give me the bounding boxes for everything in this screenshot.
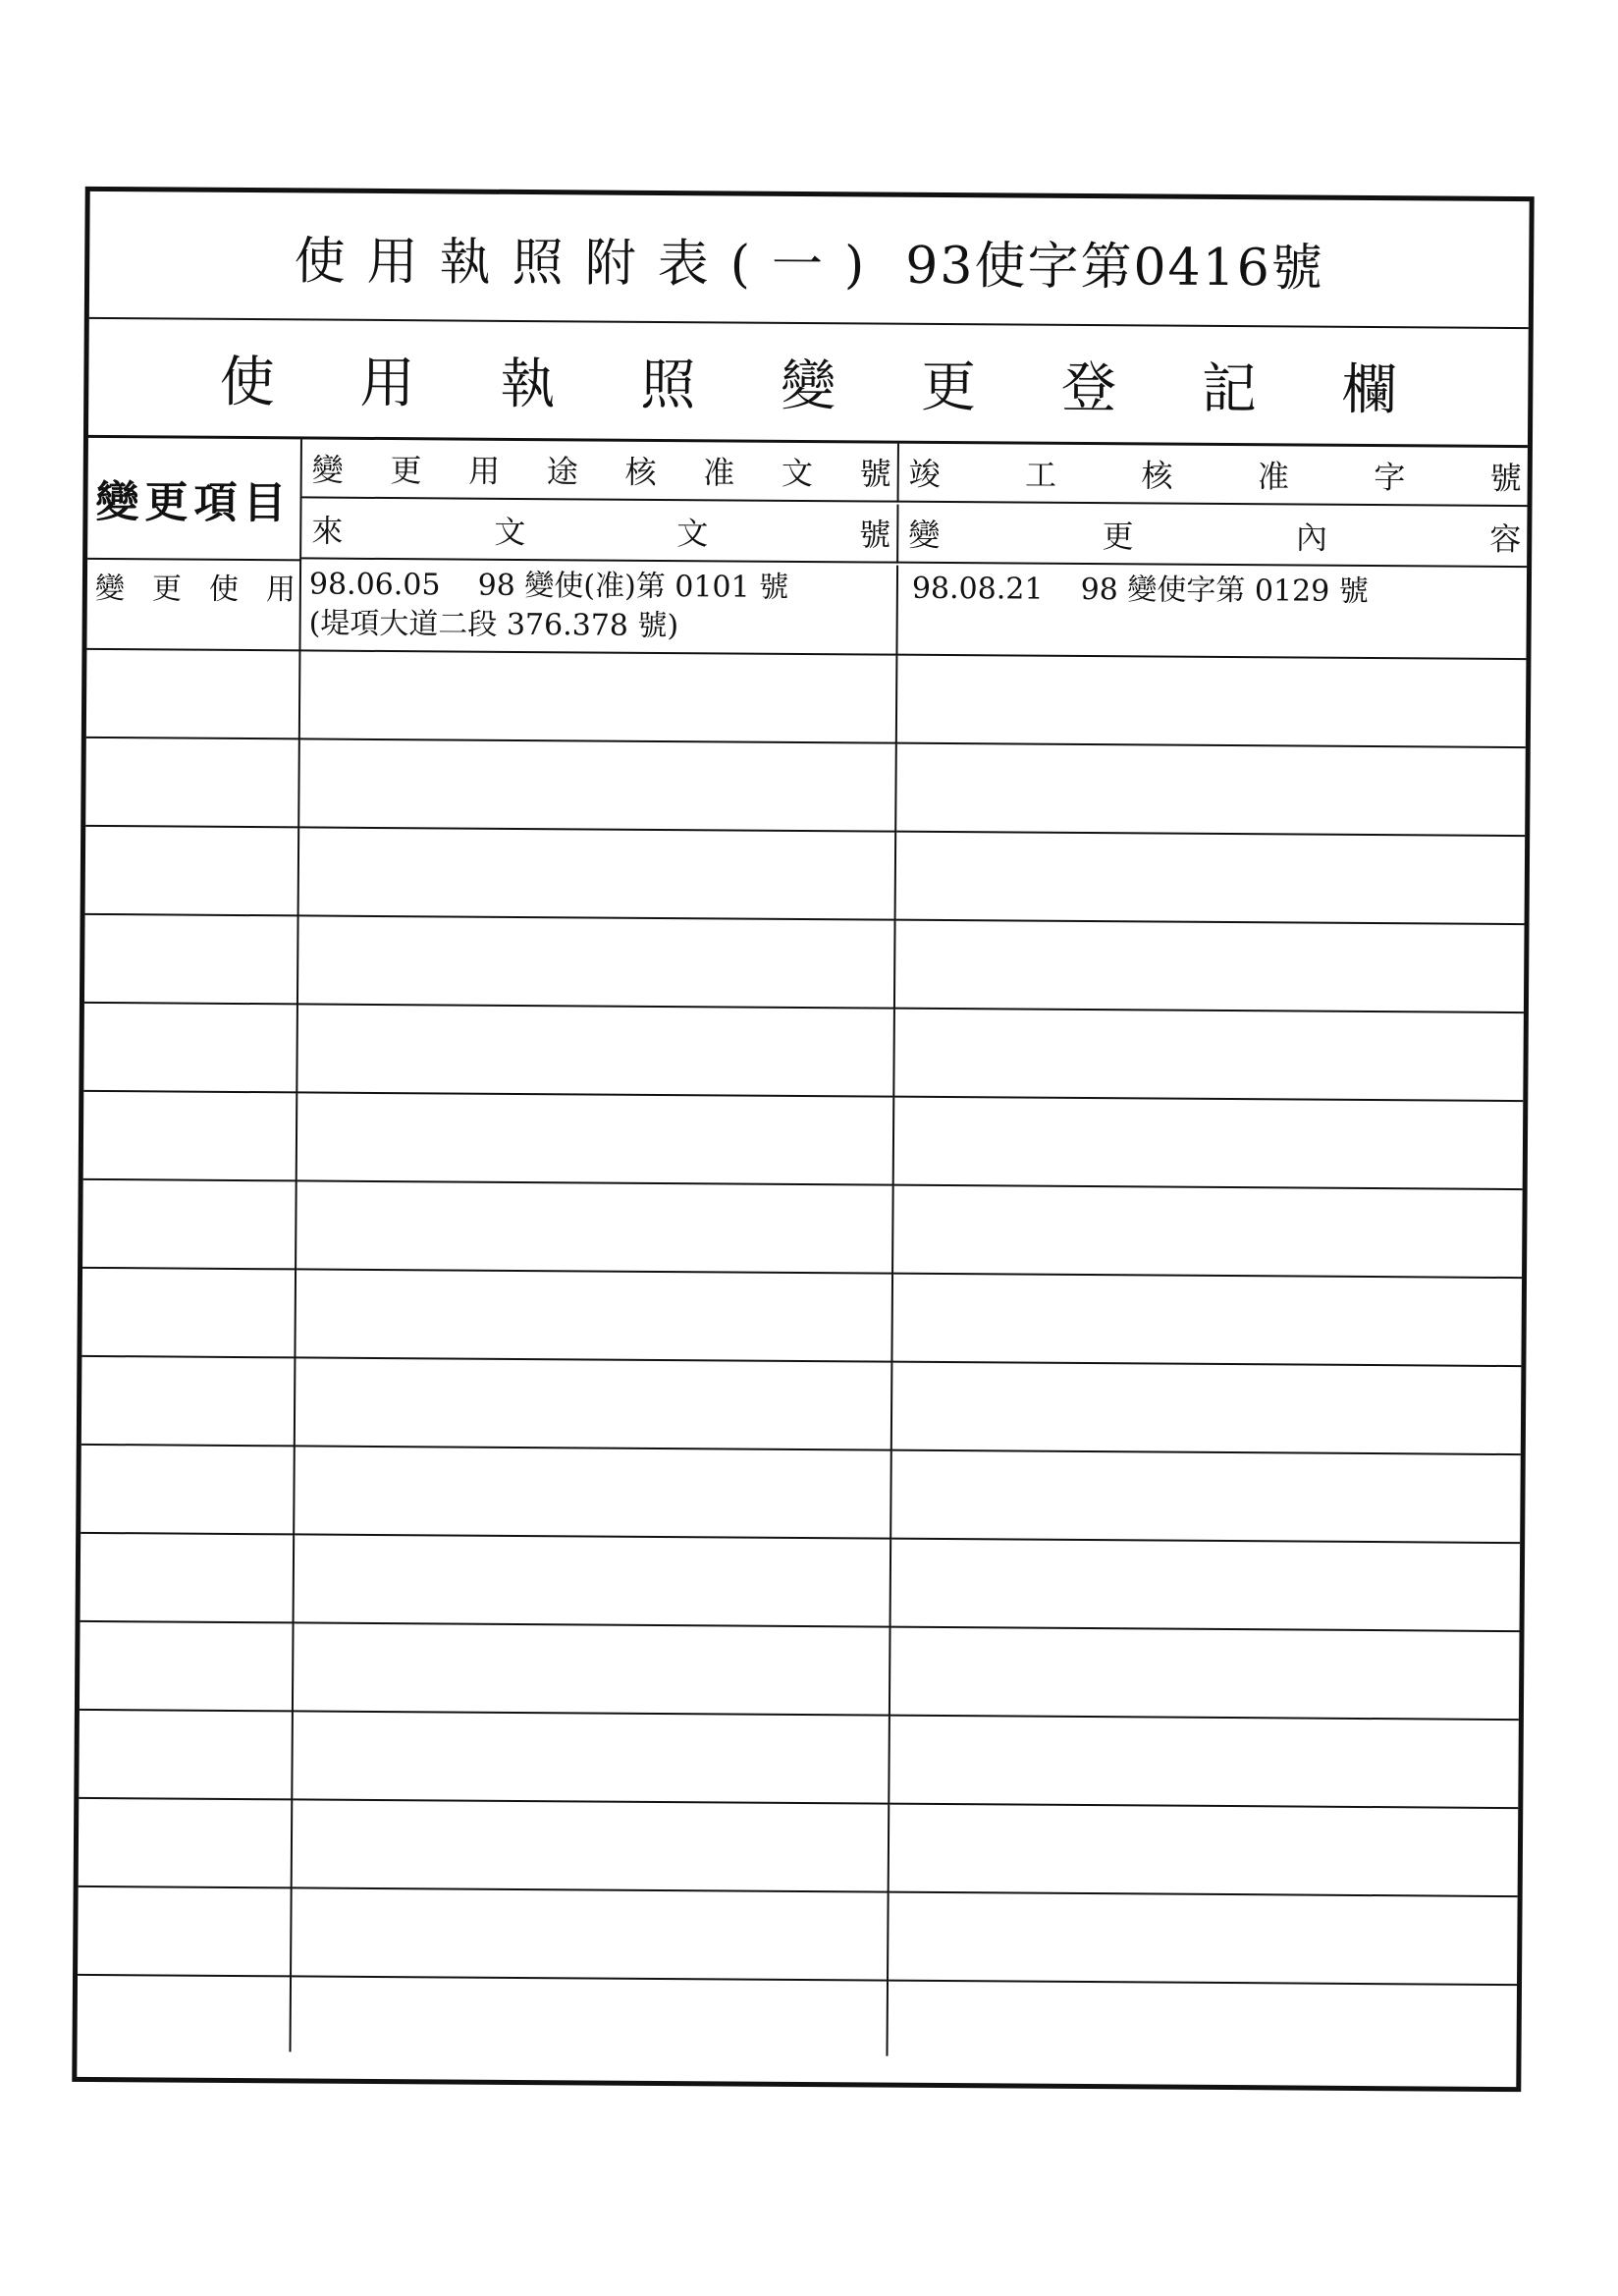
empty-cell xyxy=(888,1982,1517,2060)
header-completion-number xyxy=(899,444,1528,507)
header-change-content xyxy=(898,505,1527,568)
empty-cell xyxy=(892,1363,1522,1455)
header-char: 竣 xyxy=(908,455,941,493)
header-char: 內 xyxy=(1295,519,1328,557)
title-char: 附 xyxy=(584,233,658,294)
subtitle-char: 執 xyxy=(500,352,556,417)
empty-cell xyxy=(893,1186,1523,1279)
title-char: 執 xyxy=(439,232,512,293)
empty-cell xyxy=(895,921,1525,1013)
address-line: (堤項大道二段 376.378 號) xyxy=(308,606,679,644)
empty-cell xyxy=(86,650,301,740)
empty-cell xyxy=(297,1093,895,1185)
header-char: 字 xyxy=(1374,459,1406,497)
empty-cell xyxy=(890,1805,1519,1897)
item-char: 變 xyxy=(94,571,126,607)
header-char: 文 xyxy=(676,515,709,553)
empty-cell xyxy=(78,1887,293,1978)
empty-cell xyxy=(892,1275,1522,1367)
license-number: 93使字第0416號 xyxy=(905,236,1325,299)
empty-cell xyxy=(300,651,898,743)
item-char: 更 xyxy=(151,572,183,607)
header-approval-number xyxy=(302,439,899,502)
empty-cell xyxy=(85,827,300,917)
header-char: 文 xyxy=(494,513,526,552)
row-change-item xyxy=(86,560,301,652)
form-subtitle xyxy=(88,319,1529,448)
title-char: 使 xyxy=(294,231,367,292)
empty-cell xyxy=(81,1446,296,1536)
subtitle-char: 用 xyxy=(359,351,415,416)
header-char: 用 xyxy=(468,452,501,490)
header-char: 變 xyxy=(311,451,344,489)
empty-cell xyxy=(81,1357,297,1448)
empty-cell xyxy=(896,833,1526,925)
empty-cell xyxy=(891,1451,1521,1544)
empty-cell xyxy=(81,1534,296,1624)
empty-cell xyxy=(294,1623,891,1716)
empty-cell xyxy=(84,915,299,1006)
completion-line: 98.08.21 98 變使字第 0129 號 xyxy=(911,571,1369,610)
empty-cell xyxy=(78,1976,293,2052)
header-char: 容 xyxy=(1489,519,1522,559)
header-char: 准 xyxy=(703,454,735,492)
header-char: 更 xyxy=(390,452,422,490)
subtitle-char: 使 xyxy=(219,350,276,415)
header-change-item: 變更項目 xyxy=(87,438,302,562)
subtitle-char: 欄 xyxy=(1341,357,1398,423)
header-char: 號 xyxy=(859,455,891,493)
empty-cell xyxy=(83,1004,298,1094)
header-char: 工 xyxy=(1024,456,1057,494)
subtitle-char: 照 xyxy=(640,353,696,418)
title-char: 用 xyxy=(366,232,440,292)
form-title xyxy=(89,191,1530,329)
empty-cell xyxy=(894,1010,1524,1102)
empty-cell xyxy=(890,1717,1519,1809)
empty-cell xyxy=(83,1092,298,1182)
empty-cell xyxy=(295,1535,892,1627)
empty-cell xyxy=(81,1269,297,1359)
header-char: 來 xyxy=(311,512,344,550)
empty-cell xyxy=(897,656,1527,748)
empty-cell xyxy=(296,1270,893,1362)
empty-cell xyxy=(295,1447,892,1539)
header-char: 號 xyxy=(859,516,891,554)
empty-cell xyxy=(292,1888,890,1981)
register-form xyxy=(72,187,1534,2092)
empty-cell xyxy=(85,738,300,829)
empty-cell xyxy=(889,1893,1518,1986)
title-char: 照 xyxy=(512,233,585,293)
item-char: 使 xyxy=(208,572,240,607)
empty-cell xyxy=(79,1711,294,1801)
empty-cell xyxy=(298,916,896,1009)
header-char: 核 xyxy=(624,453,657,491)
empty-cell xyxy=(79,1799,294,1889)
empty-cell xyxy=(296,1358,893,1450)
subtitle-char: 更 xyxy=(920,355,977,420)
empty-cell xyxy=(894,1098,1524,1190)
header-char: 途 xyxy=(546,453,578,491)
empty-cell xyxy=(82,1180,297,1271)
header-char: 准 xyxy=(1257,458,1290,496)
empty-cell xyxy=(297,1005,895,1097)
empty-cell xyxy=(293,1712,890,1804)
header-char: 文 xyxy=(781,454,814,493)
empty-cell xyxy=(291,1977,889,2055)
title-char: (一) xyxy=(729,234,887,296)
empty-cell xyxy=(896,744,1526,837)
empty-cell xyxy=(293,1800,890,1892)
subtitle-char: 變 xyxy=(781,354,836,419)
approval-line: 98.06.05 98 變使(准)第 0101 號 xyxy=(308,567,789,605)
empty-cell xyxy=(297,1181,894,1274)
header-char: 號 xyxy=(1489,459,1522,498)
change-register-table xyxy=(86,438,1527,660)
row-approval-cell xyxy=(300,561,898,655)
empty-cell xyxy=(299,739,897,832)
header-char: 變 xyxy=(908,516,941,554)
row-completion-cell xyxy=(897,566,1527,660)
subtitle-char: 登 xyxy=(1060,355,1117,421)
title-char: 表 xyxy=(657,234,730,294)
header-incoming-doc-number xyxy=(301,500,898,563)
empty-cell xyxy=(299,828,897,920)
subtitle-char: 記 xyxy=(1201,356,1258,422)
header-char: 核 xyxy=(1141,457,1173,495)
item-char: 用 xyxy=(265,573,297,608)
header-char: 更 xyxy=(1102,518,1134,556)
empty-cell xyxy=(891,1540,1521,1632)
blank-rows xyxy=(78,650,1527,2060)
empty-cell xyxy=(80,1622,295,1713)
empty-cell xyxy=(890,1628,1520,1721)
